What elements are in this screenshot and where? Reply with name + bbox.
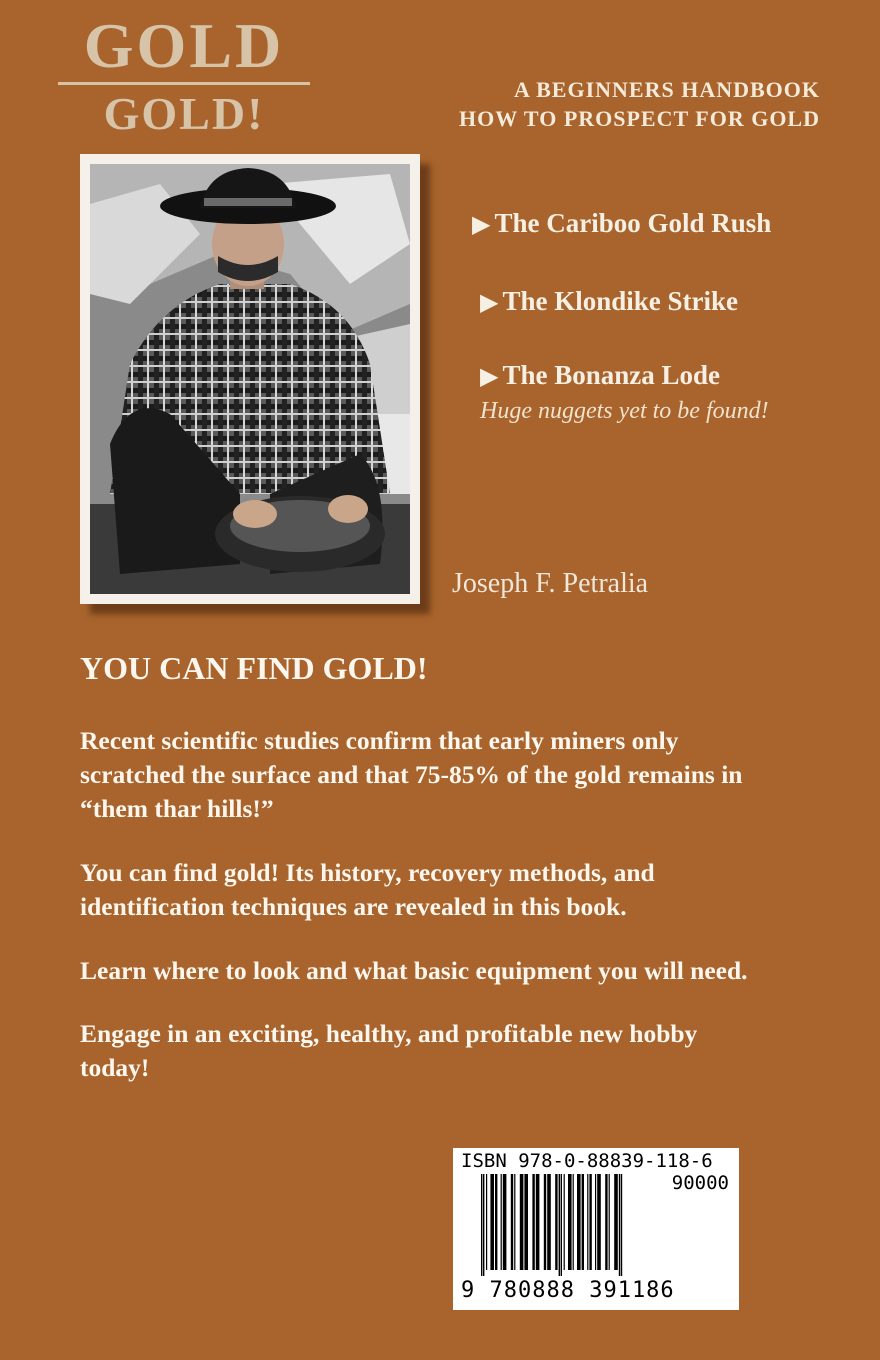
barcode-guard-bar [481, 1174, 482, 1276]
barcode-bar [597, 1174, 601, 1270]
barcode-bar [589, 1174, 591, 1270]
feature-label: The Bonanza Lode [502, 360, 721, 390]
subtitle-line-2: HOW TO PROSPECT FOR GOLD [459, 105, 820, 131]
barcode-bar [568, 1174, 572, 1270]
feature-item [472, 208, 771, 239]
author-name: Joseph F. Petralia [452, 568, 649, 599]
feature-label: The Cariboo Gold Rush [494, 208, 772, 238]
barcode-bar [524, 1174, 528, 1270]
barcode-bar [587, 1174, 588, 1270]
barcode-bar [495, 1174, 497, 1270]
barcode-bar [614, 1174, 618, 1270]
barcode-bar [573, 1174, 574, 1270]
author-photo [80, 154, 420, 604]
subtitle-line-1: A BEGINNERS HANDBOOK [513, 77, 820, 102]
ean-digits: 9 780888 391186 [461, 1278, 675, 1303]
barcode-bar [532, 1174, 534, 1270]
barcode-bar [514, 1174, 515, 1270]
barcode-bar [511, 1174, 513, 1270]
play-triangle-icon: ▶ [480, 289, 499, 316]
price-code: 90000 [671, 1172, 729, 1194]
cover-subtitle [330, 76, 820, 133]
play-triangle-icon: ▶ [472, 211, 491, 238]
play-triangle-icon: ▶ [480, 363, 499, 390]
feature-tagline: Huge nuggets yet to be found! [480, 398, 769, 424]
feature-label: The Klondike Strike [502, 286, 739, 316]
barcode-bar [486, 1174, 487, 1270]
barcode-bar [605, 1174, 607, 1270]
barcode-bar [547, 1174, 551, 1270]
cover-title [58, 10, 310, 139]
title-line-2: GOLD! [103, 88, 265, 139]
isbn-barcode-box [453, 1148, 739, 1310]
feature-item [480, 286, 738, 317]
barcode-guard-bar [561, 1174, 562, 1276]
barcode-bar [595, 1174, 596, 1270]
title-line-1: GOLD [83, 10, 285, 81]
blurb-paragraph: Learn where to look and what basic equipment you will need. [80, 955, 748, 985]
barcode-bar [520, 1174, 524, 1270]
barcode-bar [564, 1174, 565, 1270]
blurb-paragraph: You can find gold! Its history, recovery methods, and identification techniques are revealed in this book. [80, 857, 655, 921]
barcode-bar [609, 1174, 610, 1270]
barcode-guard-bar [621, 1174, 622, 1276]
barcode-icon [479, 1174, 659, 1276]
blurb-paragraph: Recent scientific studies confirm that early miners only scratched the surface and that 75-85% of the gold remains in “them thar hills!” [80, 726, 743, 823]
barcode-bar [544, 1174, 546, 1270]
barcode-guard-bar [619, 1174, 620, 1276]
barcode-bar [503, 1174, 507, 1270]
title-rule [58, 82, 310, 85]
barcode-bar [536, 1174, 540, 1270]
barcode-bar [501, 1174, 502, 1270]
barcode-bar [490, 1174, 494, 1270]
barcode-bar [555, 1174, 557, 1270]
prospector-photo-image [90, 164, 410, 594]
barcode-bar [582, 1174, 584, 1270]
barcode-guard-bar [483, 1174, 484, 1276]
isbn-label: ISBN 978-0-88839-118-6 [461, 1150, 713, 1172]
barcode-bar [577, 1174, 581, 1270]
barcode-guard-bar [559, 1174, 560, 1276]
feature-item [480, 360, 720, 391]
blurb [80, 724, 770, 1115]
blurb-paragraph: Engage in an exciting, healthy, and profitable new hobby today! [80, 1019, 698, 1083]
headline: YOU CAN FIND GOLD! [80, 650, 428, 686]
